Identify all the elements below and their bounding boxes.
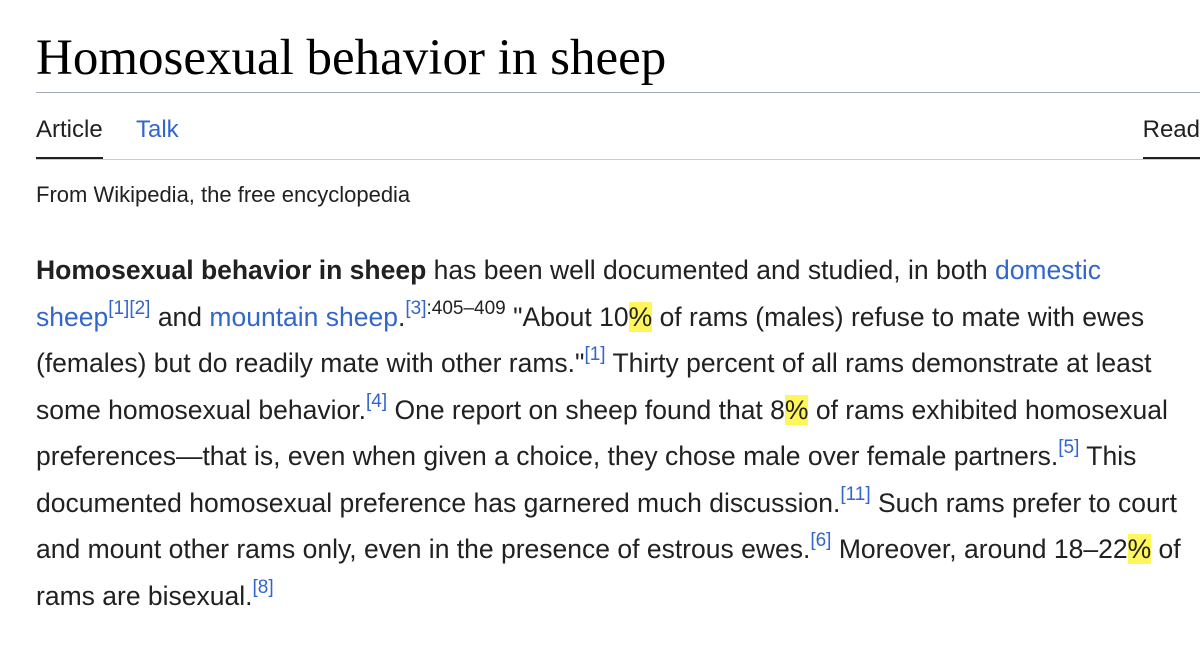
tab-read[interactable]: Read [1143, 110, 1200, 160]
citation-link-8[interactable]: [8] [252, 576, 274, 598]
text-segment: . [398, 301, 406, 332]
link-mountain-sheep[interactable]: mountain sheep [209, 301, 398, 332]
article-body [36, 247, 1200, 619]
citation-link-11[interactable]: [11] [840, 483, 871, 505]
text-segment: "About 10 [505, 301, 629, 332]
citation [366, 391, 387, 412]
lead-bold-term: Homosexual behavior in sheep [36, 255, 427, 285]
citation-link-2[interactable]: [2] [129, 297, 151, 319]
text-segment: and [150, 301, 210, 332]
citation [253, 577, 274, 598]
tab-talk[interactable]: Talk [136, 116, 179, 143]
site-tagline: From Wikipedia, the free encyclopedia [36, 182, 411, 207]
citation-link-3[interactable]: [3] [405, 297, 427, 319]
citation-link-6[interactable]: [6] [810, 530, 832, 551]
citation-link-1[interactable]: [1] [584, 344, 606, 365]
text-segment: One report on sheep found that 8 [387, 394, 785, 425]
highlighted-percent: % [1127, 534, 1152, 564]
link-domestic-sheep[interactable]: domestic sheep [36, 255, 1101, 332]
text-segment: of rams are bisexual. [36, 534, 1181, 611]
citation-link-1[interactable]: [1] [108, 297, 130, 319]
citation [108, 298, 150, 319]
lead-paragraph [36, 247, 1200, 619]
citation [405, 298, 505, 319]
text-segment: has been well documented and studied, in both [426, 255, 995, 285]
page-title: Homosexual behavior in sheep [36, 30, 667, 86]
citation-link-4[interactable]: [4] [365, 390, 388, 412]
text-segment: Moreover, around 18–22 [831, 534, 1128, 564]
highlighted-percent: % [628, 301, 653, 332]
citation-pages: :405–409 [426, 297, 506, 319]
text-segment: of rams exhibited homosexual preferences—that is, even when given a choice, they chose male over female partners. [36, 394, 1168, 471]
text-segment: of rams (males) refuse to mate with ewes (females) but do readily mate with other rams." [36, 301, 1145, 378]
text-segment: This documented homosexual preference has garnered much discussion. [36, 441, 1137, 518]
tab-article[interactable]: Article [36, 110, 103, 160]
text-segment: Such rams prefer to court and mount other rams only, even in the presence of estrous ewes. [36, 487, 1177, 564]
citation [840, 484, 870, 505]
highlighted-percent: % [784, 394, 809, 425]
citation [584, 344, 605, 365]
citation [810, 530, 831, 551]
page-tabs [36, 110, 1200, 160]
title-divider [36, 92, 1200, 93]
citation-link-5[interactable]: [5] [1058, 437, 1080, 458]
text-segment: Thirty percent of all rams demonstrate at least some homosexual behavior. [36, 348, 1152, 425]
tabs-divider [36, 159, 1200, 160]
citation [1058, 437, 1079, 458]
